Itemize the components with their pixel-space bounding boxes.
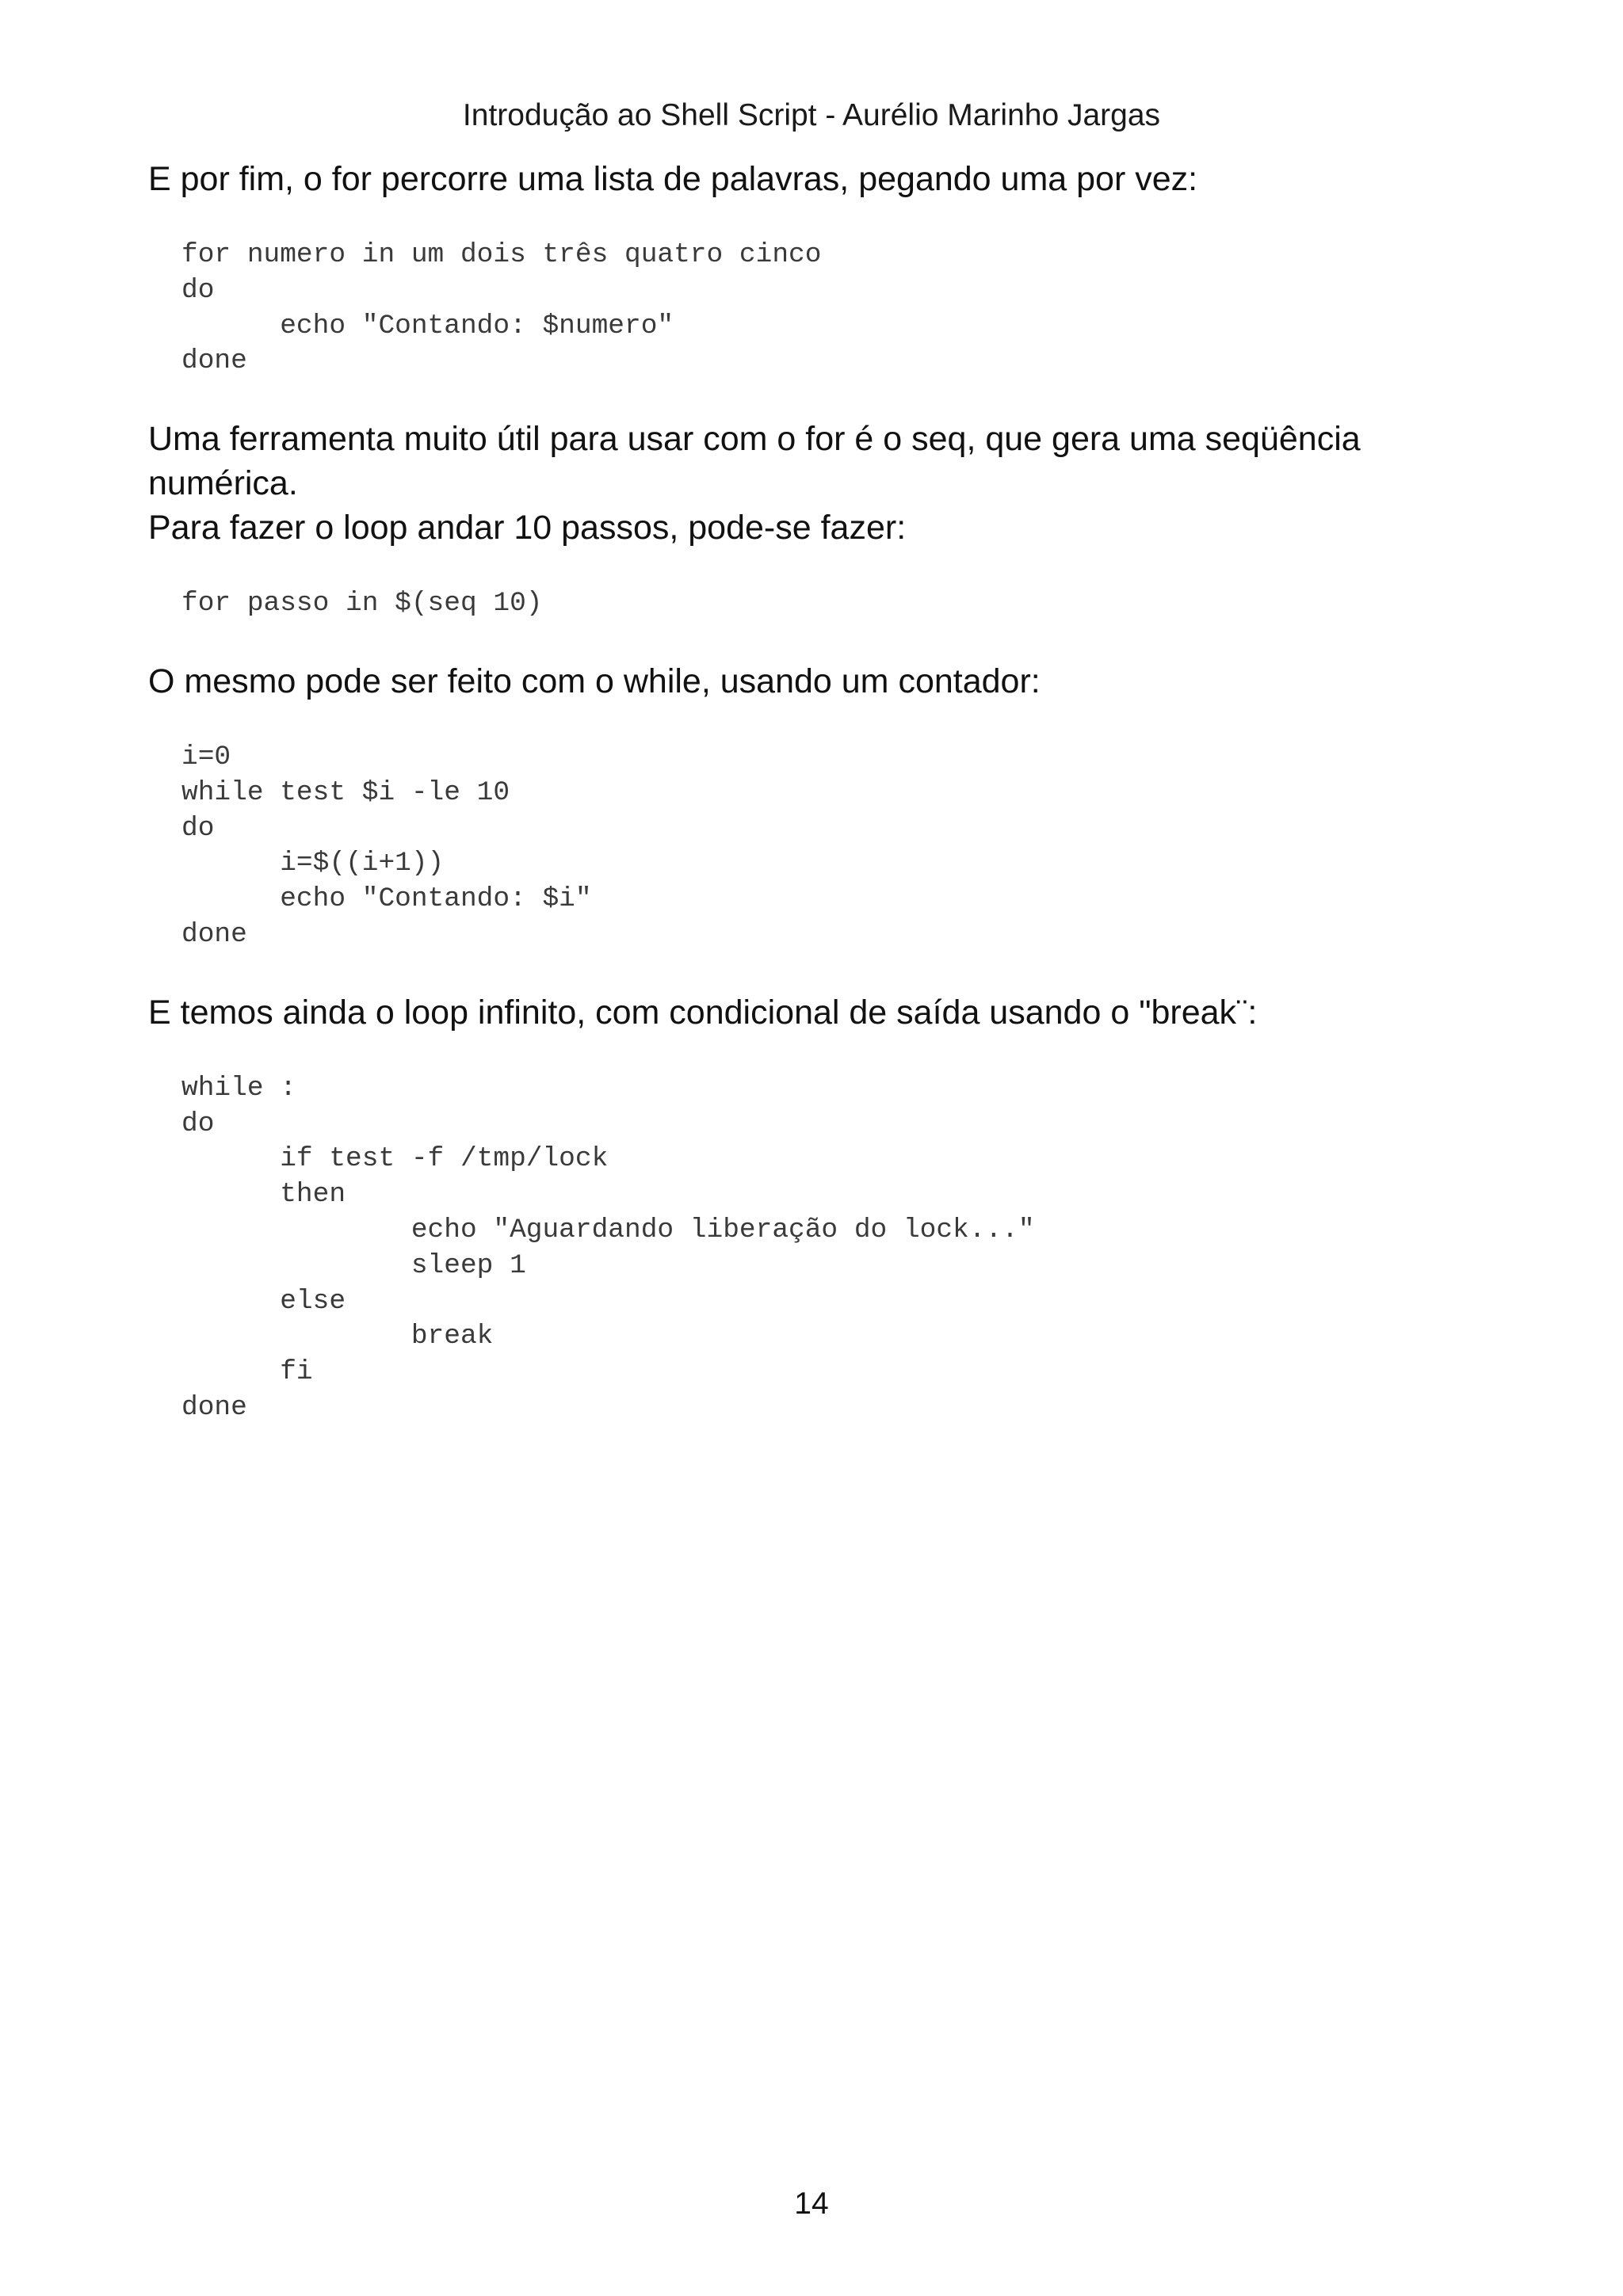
code-line: break bbox=[181, 1321, 494, 1352]
code-line: echo "Contando: $i" bbox=[181, 883, 592, 915]
page-number: 14 bbox=[794, 2187, 829, 2221]
code-line: i=$((i+1)) bbox=[181, 848, 445, 879]
code-line: echo "Aguardando liberação do lock..." bbox=[181, 1214, 1035, 1245]
paragraph-while-counter: O mesmo pode ser feito com o while, usando um contador: bbox=[148, 662, 1041, 700]
code-line: else bbox=[181, 1285, 346, 1317]
code-line: for numero in um dois três quatro cinco bbox=[181, 239, 822, 270]
paragraph-infinite-loop: E temos ainda o loop infinito, com condicional de saída usando o "break¨: bbox=[148, 993, 1258, 1032]
code-line: done bbox=[181, 1391, 247, 1423]
page-content bbox=[148, 157, 1495, 1426]
page-header: Introdução ao Shell Script - Aurélio Marinho Jargas bbox=[462, 98, 1161, 132]
code-line: while : bbox=[181, 1072, 296, 1104]
paragraph-for-words: E por fim, o for percorre uma lista de palavras, pegando uma por vez: bbox=[148, 160, 1198, 198]
code-line: echo "Contando: $numero" bbox=[181, 310, 674, 341]
code-block-while-counter bbox=[181, 740, 1495, 953]
code-block-for-words bbox=[181, 238, 1495, 379]
paragraph-seq: Uma ferramenta muito útil para usar com o for é o seq, que gera uma seqüência numérica. Para fazer o loop andar 10 passos, pode-se fazer: bbox=[148, 420, 1361, 547]
code-line: then bbox=[181, 1179, 346, 1211]
code-line: do bbox=[181, 274, 215, 306]
code-line: for passo in $(seq 10) bbox=[181, 588, 543, 620]
code-block-infinite-loop bbox=[181, 1071, 1495, 1426]
code-line: do bbox=[181, 1108, 215, 1139]
code-line: if test -f /tmp/lock bbox=[181, 1143, 609, 1175]
code-line: sleep 1 bbox=[181, 1249, 526, 1281]
code-line: fi bbox=[181, 1356, 313, 1388]
code-line: while test $i -le 10 bbox=[181, 776, 510, 808]
code-line: do bbox=[181, 812, 215, 844]
code-line: done bbox=[181, 918, 247, 950]
code-line: done bbox=[181, 345, 247, 377]
code-block-seq bbox=[181, 586, 1495, 622]
code-line: i=0 bbox=[181, 741, 231, 772]
